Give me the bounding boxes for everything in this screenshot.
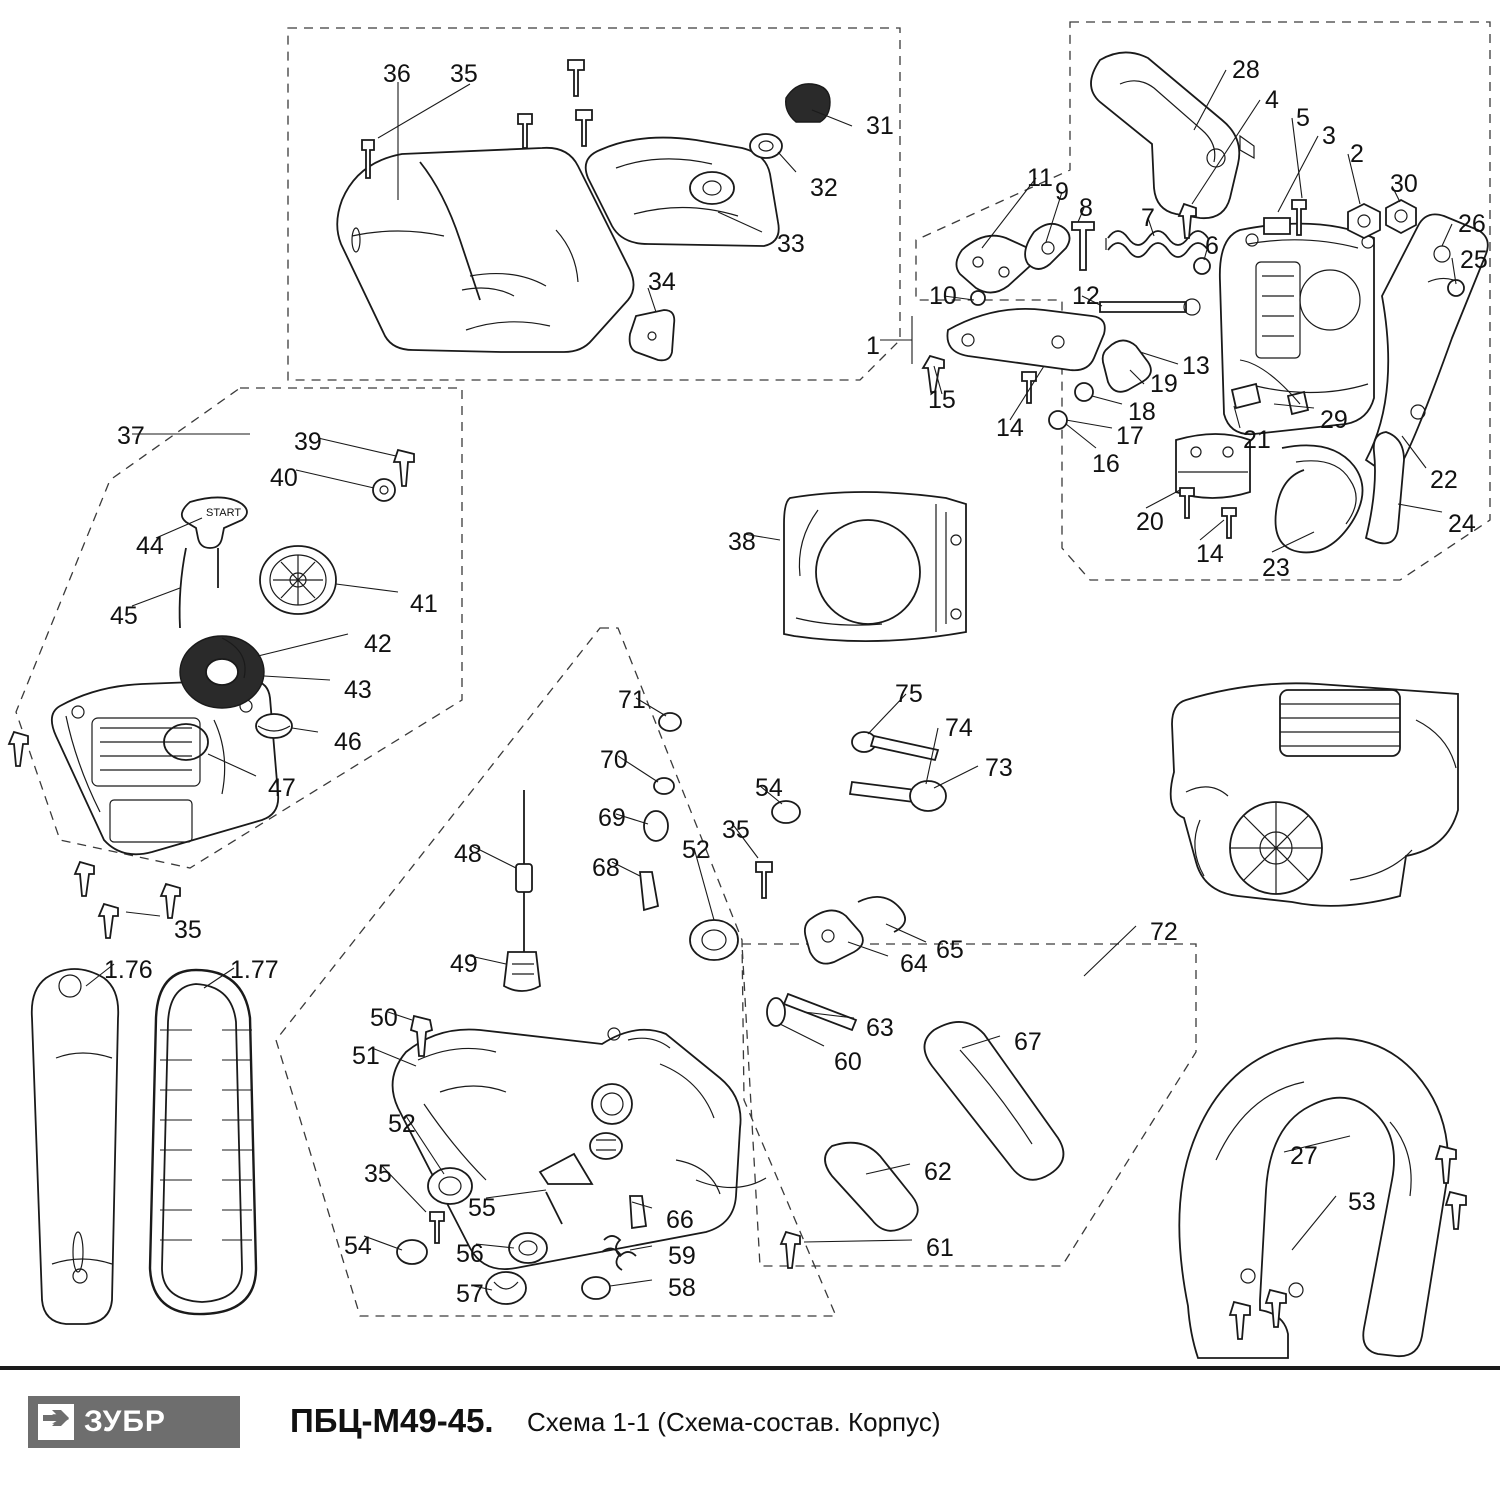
part-screw-61: [781, 1232, 800, 1268]
part-screw-35f: [430, 1212, 444, 1243]
svg-text:START: START: [206, 507, 242, 519]
callout-number: 38: [728, 528, 756, 556]
part-rear-handle-28: [1091, 52, 1254, 218]
part-cap-52b: [428, 1168, 472, 1204]
callout-number: 48: [454, 840, 482, 868]
callout-number: 39: [294, 428, 322, 456]
part-screw-39: [394, 450, 414, 486]
callout-number: 54: [344, 1232, 372, 1260]
part-clip-34: [630, 310, 675, 360]
part-bracket-14: [947, 309, 1104, 370]
callout-number: 10: [929, 282, 957, 310]
part-nut-2: [1348, 204, 1380, 238]
callout-number: 68: [592, 854, 620, 882]
part-lever-64: [805, 910, 863, 963]
callout-number: 69: [598, 804, 626, 832]
part-washer-17: [1049, 411, 1067, 429]
part-shaft-12: [1100, 302, 1186, 312]
callout-number: 20: [1136, 508, 1164, 536]
part-front-handle-27: [1179, 1038, 1448, 1358]
part-starter-pulley-41: [260, 546, 336, 614]
brand-name: ЗУБР: [84, 1405, 166, 1438]
callout-number: 37: [117, 422, 145, 450]
callout-number: 6: [1205, 232, 1219, 260]
zubr-arrow-icon: [38, 1404, 74, 1440]
part-screw-35d: [99, 904, 118, 938]
part-recoil-spring-43: [180, 636, 264, 708]
callout-number: 32: [810, 174, 838, 202]
part-screw-35b: [75, 862, 94, 896]
part-knob-73: [910, 781, 946, 811]
callout-number: 53: [1348, 1188, 1376, 1216]
part-pin-68: [640, 872, 658, 910]
part-washer-40: [373, 479, 395, 501]
part-screw-35a: [9, 732, 28, 766]
callout-number: 64: [900, 950, 928, 978]
callout-number: 67: [1014, 1028, 1042, 1056]
callout-number: 15: [928, 386, 956, 414]
scheme-subtitle: Схема 1-1 (Схема-состав. Корпус): [527, 1407, 941, 1437]
callout-number: 52: [682, 836, 710, 864]
callout-number: 11: [1027, 164, 1053, 192]
part-filter-49: [504, 952, 540, 991]
part-chain-177: [150, 970, 256, 1314]
part-screw-35e: [756, 862, 772, 898]
callout-number: 66: [666, 1206, 694, 1234]
callout-number: 35: [722, 816, 750, 844]
callout-number: 8: [1079, 194, 1093, 222]
part-cap-54a: [772, 801, 800, 823]
callout-number: 62: [924, 1158, 952, 1186]
callout-number: 57: [456, 1280, 484, 1308]
callout-number: 2: [1350, 140, 1364, 168]
part-cap-54b: [397, 1240, 427, 1264]
callout-number: 43: [344, 676, 372, 704]
callout-number: 35: [450, 60, 478, 88]
callout-number: 42: [364, 630, 392, 658]
callout-number: 33: [777, 230, 805, 258]
part-pump-57: [486, 1272, 526, 1304]
part-engine-assembly: [1171, 683, 1458, 906]
part-washer-6: [1194, 258, 1210, 274]
callout-number: 40: [270, 464, 298, 492]
part-rope-45: [180, 548, 186, 628]
part-washer-32: [750, 134, 782, 158]
callout-number: 14: [1196, 540, 1224, 568]
part-bushing-60: [767, 998, 785, 1026]
part-starter-cover-47: [52, 680, 278, 854]
part-nut-30: [1386, 200, 1416, 233]
callout-number: 28: [1232, 56, 1260, 84]
part-washer-10: [971, 291, 985, 305]
callout-number: 73: [985, 754, 1013, 782]
callout-number: 21: [1243, 426, 1271, 454]
part-grommet-70: [654, 778, 674, 794]
footer-bar: [0, 1366, 1500, 1500]
part-throttle-lever-11: [956, 224, 1069, 293]
part-starter-handle-44: [182, 497, 247, 588]
callout-number: 3: [1322, 122, 1336, 150]
brand-logo: [28, 1396, 240, 1448]
part-knob-31: [786, 84, 830, 122]
part-screw-35c: [161, 884, 180, 918]
callout-number: 1: [866, 332, 880, 360]
callout-number: 13: [1182, 352, 1210, 380]
callout-number: 74: [945, 714, 973, 742]
callout-number: 49: [450, 950, 478, 978]
part-tank-housing-51: [393, 1028, 766, 1269]
part-bolt-75: [852, 732, 938, 760]
callout-number: 60: [834, 1048, 862, 1076]
callout-number: 50: [370, 1004, 398, 1032]
callout-number: 26: [1458, 210, 1486, 238]
callout-number: 59: [668, 1242, 696, 1270]
model-title: ПБЦ-М49-45.: [290, 1402, 494, 1439]
callout-number: 52: [388, 1110, 416, 1138]
part-pin-8: [1072, 222, 1094, 270]
callout-number: 16: [1092, 450, 1120, 478]
callout-number: 47: [268, 774, 296, 802]
part-wire-65: [858, 897, 905, 932]
part-guide-bar-176: [32, 969, 118, 1324]
callout-number: 35: [364, 1160, 392, 1188]
callout-number: 31: [866, 112, 894, 140]
part-fan-housing-38: [784, 492, 966, 641]
callout-number: 70: [600, 746, 628, 774]
part-plug-58: [582, 1277, 610, 1299]
callout-number: 44: [136, 532, 164, 560]
callout-number: 36: [383, 60, 411, 88]
part-spring-7: [1106, 231, 1208, 257]
part-nut-71: [659, 713, 681, 731]
part-washer-18: [1075, 383, 1093, 401]
callout-number: 19: [1150, 370, 1178, 398]
callout-number: 56: [456, 1240, 484, 1268]
callout-number: 51: [352, 1042, 380, 1070]
part-block-29: [1288, 392, 1308, 414]
callout-number: 45: [110, 602, 138, 630]
callout-number: 29: [1320, 406, 1348, 434]
callout-number: 71: [618, 686, 646, 714]
callout-number: 18: [1128, 398, 1156, 426]
callout-number: 46: [334, 728, 362, 756]
part-grommet-69: [644, 811, 668, 841]
callout-number: 63: [866, 1014, 894, 1042]
callout-number: 24: [1448, 510, 1476, 538]
callout-number: 12: [1072, 282, 1100, 310]
callout-number: 58: [668, 1274, 696, 1302]
part-rod-63: [784, 994, 856, 1030]
callout-number: 22: [1430, 466, 1458, 494]
part-screw-14c: [1222, 508, 1236, 538]
callout-number: 7: [1141, 204, 1155, 232]
callout-number: 54: [755, 774, 783, 802]
part-handle-cover: [586, 138, 779, 246]
callout-number: 23: [1262, 554, 1290, 582]
callout-number: 1.77: [230, 956, 279, 984]
part-handle-62: [825, 1143, 918, 1231]
callout-number: 61: [926, 1234, 954, 1262]
callout-number: 65: [936, 936, 964, 964]
callout-number: 14: [996, 414, 1024, 442]
callout-number: 72: [1150, 918, 1178, 946]
part-guard-67: [924, 1022, 1063, 1180]
part-screw-14b: [1180, 488, 1194, 518]
callout-number: 35: [174, 916, 202, 944]
callout-number: 1.76: [104, 956, 153, 984]
part-cap-46: [256, 714, 292, 738]
callout-number: 27: [1290, 1142, 1318, 1170]
callout-number: 75: [895, 680, 923, 708]
callout-number: 55: [468, 1194, 496, 1222]
callout-number: 9: [1055, 178, 1069, 206]
callout-number: 25: [1460, 246, 1488, 274]
callout-number: 5: [1296, 104, 1310, 132]
part-washer-56: [509, 1233, 547, 1263]
callout-number: 41: [410, 590, 438, 618]
part-cap-52a: [690, 920, 738, 960]
callout-number: 17: [1116, 422, 1144, 450]
callout-number: 34: [648, 268, 676, 296]
callout-number: 4: [1265, 86, 1279, 114]
part-screw-53b: [1446, 1192, 1466, 1229]
callout-number: 30: [1390, 170, 1418, 198]
part-bolt-3: [1264, 218, 1290, 234]
